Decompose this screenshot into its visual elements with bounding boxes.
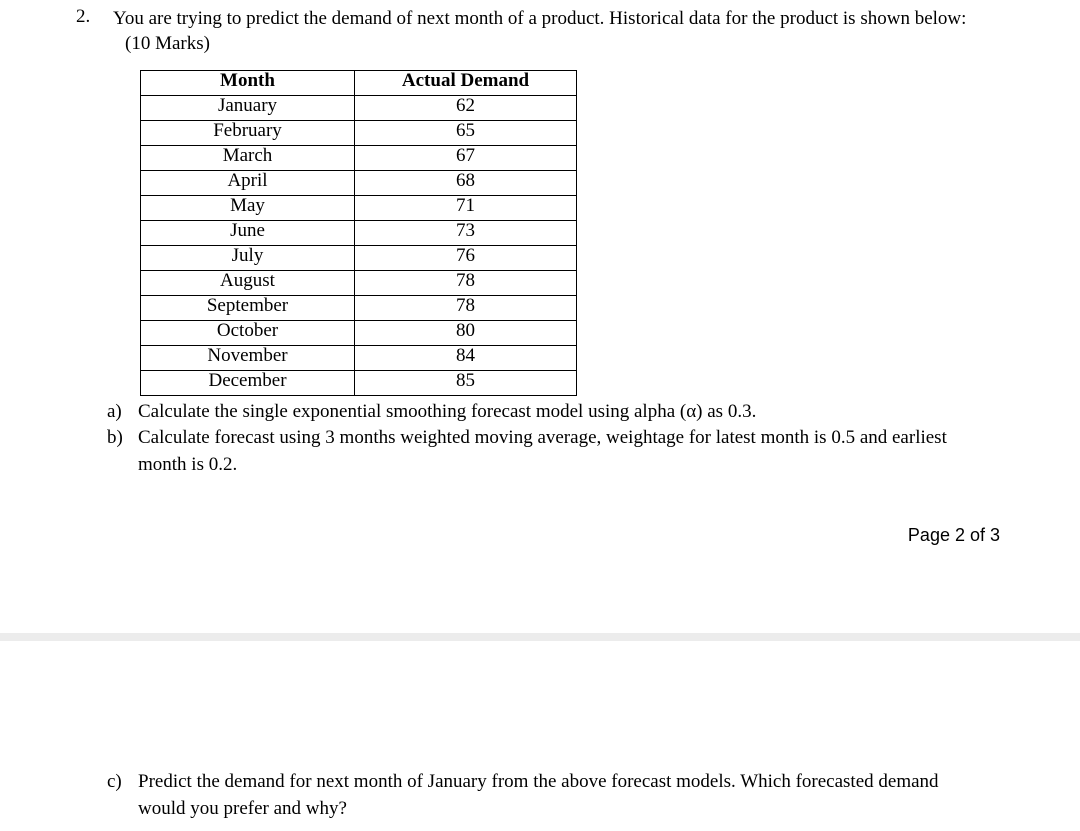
demand-cell: 68 — [355, 171, 577, 196]
question-marks: (10 Marks) — [125, 33, 210, 54]
table-row — [141, 146, 577, 171]
demand-cell: 73 — [355, 221, 577, 246]
table-row — [141, 246, 577, 271]
table-row — [141, 96, 577, 121]
table-row — [141, 346, 577, 371]
demand-cell: 76 — [355, 246, 577, 271]
month-cell: July — [141, 246, 355, 271]
month-cell: October — [141, 321, 355, 346]
part-a-text: Calculate the single exponential smoothing forecast model using alpha (α) as 0.3. — [138, 401, 757, 422]
page-number: Page 2 of 3 — [907, 525, 1000, 545]
part-c-text: Predict the demand for next month of January from the above forecast models. Which forecasted demand would you prefer and why? — [138, 771, 939, 819]
demand-cell: 80 — [355, 321, 577, 346]
month-cell: May — [141, 196, 355, 221]
demand-cell: 85 — [355, 371, 577, 396]
column-header-actual-demand: Actual Demand — [355, 71, 577, 96]
question-prompt: You are trying to predict the demand of next month of a product. Historical data for the product is shown below: — [113, 8, 967, 29]
demand-cell: 62 — [355, 96, 577, 121]
table-header-row — [141, 71, 577, 96]
demand-cell: 78 — [355, 271, 577, 296]
month-cell: February — [141, 121, 355, 146]
month-cell: August — [141, 271, 355, 296]
demand-cell: 84 — [355, 346, 577, 371]
table-row — [141, 321, 577, 346]
question-text — [107, 6, 987, 56]
table-row — [141, 371, 577, 396]
part-b-label: b) — [107, 427, 123, 448]
demand-cell: 65 — [355, 121, 577, 146]
month-cell: January — [141, 96, 355, 121]
month-cell: September — [141, 296, 355, 321]
table-row — [141, 296, 577, 321]
part-a-label: a) — [107, 401, 122, 422]
table-row — [141, 121, 577, 146]
demand-cell: 67 — [355, 146, 577, 171]
month-cell: April — [141, 171, 355, 196]
demand-cell: 78 — [355, 296, 577, 321]
month-cell: November — [141, 346, 355, 371]
demand-table — [140, 70, 577, 396]
part-c-label: c) — [107, 771, 122, 792]
month-cell: December — [141, 371, 355, 396]
page-separator — [0, 633, 1080, 641]
table-row — [141, 271, 577, 296]
month-cell: June — [141, 221, 355, 246]
question-number: 2. — [76, 6, 91, 27]
table-row — [141, 221, 577, 246]
month-cell: March — [141, 146, 355, 171]
table-row — [141, 171, 577, 196]
column-header-month: Month — [141, 71, 355, 96]
demand-cell: 71 — [355, 196, 577, 221]
table-row — [141, 196, 577, 221]
part-b-text: Calculate forecast using 3 months weighted moving average, weightage for latest month is 0.5 and earliest month is 0.2. — [138, 427, 947, 475]
